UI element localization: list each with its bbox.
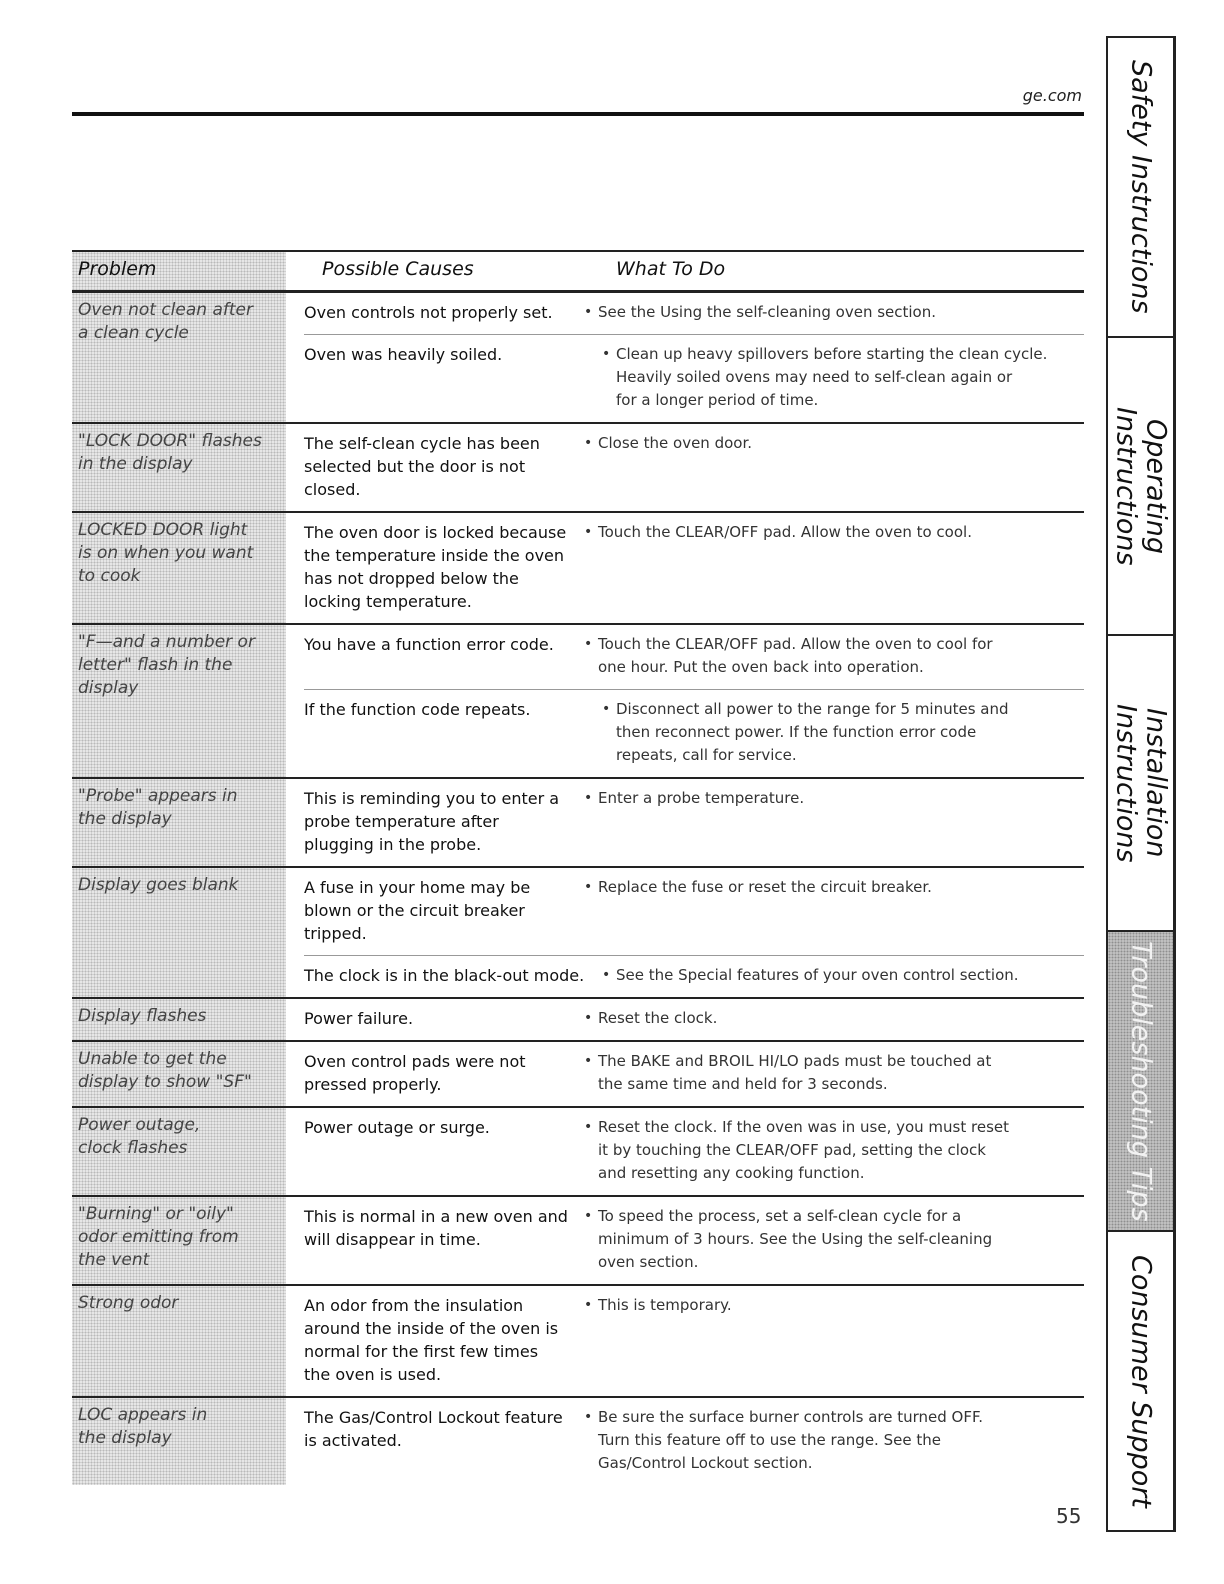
cause-text: If the function code repeats. xyxy=(304,700,531,719)
cause-text: The clock is in the black-out mode. xyxy=(304,966,585,985)
tab-label: Consumer Support xyxy=(1125,1254,1157,1508)
cause-item: The clock is in the black-out mode. • See the Special features of your oven control section. xyxy=(304,955,1084,997)
tab-operating-instructions[interactable] xyxy=(1108,338,1173,636)
cause-item: The Gas/Control Lockout feature is activated. • Be sure the surface burner controls are turned OFF. Turn this feature off to use the range. See the Gas/Control Lockout section. xyxy=(286,1398,1084,1485)
tab-label: Troubleshooting Tips xyxy=(1125,940,1157,1222)
cause-text: Oven controls not properly set. xyxy=(304,303,553,322)
header-problem: Problem xyxy=(72,252,286,290)
cause-text: An odor from the insulation around the inside of the oven is normal for the first few times the oven is used. xyxy=(304,1296,559,1384)
tab-label: Installation Instructions xyxy=(1110,703,1172,863)
todo-text: Clean up heavy spillovers before starting the clean cycle. Heavily soiled ovens may need to self-clean again or for a longer period of time. xyxy=(616,345,1048,409)
todo-text: This is temporary. xyxy=(598,1296,732,1314)
cause-item: Power outage or surge. • Reset the clock. If the oven was in use, you must reset it by touching the CLEAR/OFF pad, setting the clock and resetting any cooking function. xyxy=(286,1108,1084,1195)
cause-text: Oven was heavily soiled. xyxy=(304,345,503,364)
problem-cell: Display flashes xyxy=(72,999,286,1040)
todo-text: See the Using the self-cleaning oven section. xyxy=(598,303,937,321)
table-row xyxy=(72,1108,1084,1197)
table-row xyxy=(72,868,1084,999)
problem-cell: Unable to get the display to show "SF" xyxy=(72,1042,286,1106)
table-row xyxy=(72,1398,1084,1485)
problem-cell: "LOCK DOOR" flashes in the display xyxy=(72,424,286,511)
cause-item: Oven was heavily soiled. • Clean up heavy spillovers before starting the clean cycle. Heavily soiled ovens may need to self-clean again or for a longer period of time. xyxy=(304,334,1084,422)
cause-text: A fuse in your home may be blown or the circuit breaker tripped. xyxy=(304,878,531,943)
todo-text: Enter a probe temperature. xyxy=(598,789,805,807)
table-row xyxy=(72,625,1084,779)
todo-text: The BAKE and BROIL HI/LO pads must be touched at the same time and held for 3 seconds. xyxy=(598,1052,992,1093)
cause-item: This is normal in a new oven and will disappear in time. • To speed the process, set a self-clean cycle for a minimum of 3 hours. See the Using the self-cleaning oven section. xyxy=(286,1197,1084,1284)
problem-cell: Display goes blank xyxy=(72,868,286,997)
table-row xyxy=(72,1042,1084,1108)
cause-item: This is reminding you to enter a probe temperature after plugging in the probe. • Enter a probe temperature. xyxy=(286,779,1084,866)
cause-text: Power failure. xyxy=(304,1009,414,1028)
problem-cell: "Probe" appears in the display xyxy=(72,779,286,866)
table-row xyxy=(72,999,1084,1042)
site-url: ge.com xyxy=(1022,86,1082,105)
tab-troubleshooting-tips[interactable] xyxy=(1108,932,1173,1232)
problem-cell: LOC appears in the display xyxy=(72,1398,286,1485)
cause-text: This is normal in a new oven and will disappear in time. xyxy=(304,1207,568,1249)
table-row xyxy=(72,779,1084,868)
cause-item: If the function code repeats. • Disconnect all power to the range for 5 minutes and then reconnect power. If the function error code repeats, call for service. xyxy=(304,689,1084,777)
todo-text: Touch the CLEAR/OFF pad. Allow the oven to cool for one hour. Put the oven back into operation. xyxy=(598,635,993,676)
problem-cell: Power outage, clock flashes xyxy=(72,1108,286,1195)
table-row xyxy=(72,1286,1084,1398)
cause-item: You have a function error code. • Touch the CLEAR/OFF pad. Allow the oven to cool for one hour. Put the oven back into operation. xyxy=(286,625,1084,689)
header-rule xyxy=(72,112,1084,116)
cause-item: An odor from the insulation around the inside of the oven is normal for the first few times the oven is used. • This is temporary. xyxy=(286,1286,1084,1396)
problem-cell: "Burning" or "oily" odor emitting from the vent xyxy=(72,1197,286,1284)
todo-text: Be sure the surface burner controls are turned OFF. Turn this feature off to use the range. See the Gas/Control Lockout section. xyxy=(598,1408,983,1472)
tab-label: Operating Instructions xyxy=(1110,406,1172,566)
troubleshooting-table xyxy=(72,250,1084,1485)
header-what-to-do: What To Do xyxy=(616,258,726,280)
table-row xyxy=(72,424,1084,513)
todo-text: Replace the fuse or reset the circuit breaker. xyxy=(598,878,932,896)
todo-text: See the Special features of your oven control section. xyxy=(616,966,1019,984)
problem-cell: Strong odor xyxy=(72,1286,286,1396)
todo-text: Close the oven door. xyxy=(598,434,753,452)
problem-cell: "F—and a number or letter" flash in the display xyxy=(72,625,286,777)
problem-cell: LOCKED DOOR light is on when you want to cook xyxy=(72,513,286,623)
table-row xyxy=(72,1197,1084,1286)
cause-text: Oven control pads were not pressed properly. xyxy=(304,1052,526,1094)
table-header xyxy=(72,250,1084,293)
todo-text: Disconnect all power to the range for 5 minutes and then reconnect power. If the function error code repeats, call for service. xyxy=(616,700,1009,764)
header-possible-causes: Possible Causes xyxy=(322,258,474,280)
problem-cell: Oven not clean after a clean cycle xyxy=(72,293,286,422)
cause-text: This is reminding you to enter a probe temperature after plugging in the probe. xyxy=(304,789,560,854)
page-number: 55 xyxy=(1056,1504,1082,1528)
tab-consumer-support[interactable] xyxy=(1108,1232,1173,1530)
cause-item: Oven controls not properly set. • See the Using the self-cleaning oven section. xyxy=(286,293,1084,334)
cause-text: Power outage or surge. xyxy=(304,1118,490,1137)
cause-text: The oven door is locked because the temperature inside the oven has not dropped below the locking temperature. xyxy=(304,523,567,611)
todo-text: Reset the clock. If the oven was in use, you must reset it by touching the CLEAR/OFF pad, setting the clock and resetting any cooking function. xyxy=(598,1118,1010,1182)
cause-text: You have a function error code. xyxy=(304,635,554,654)
cause-item: Oven control pads were not pressed properly. • The BAKE and BROIL HI/LO pads must be touched at the same time and held for 3 seconds. xyxy=(286,1042,1084,1106)
todo-text: To speed the process, set a self-clean cycle for a minimum of 3 hours. See the Using the self-cleaning oven section. xyxy=(598,1207,993,1271)
section-tabs xyxy=(1106,36,1176,1532)
table-row xyxy=(72,293,1084,424)
tab-label: Safety Instructions xyxy=(1125,60,1157,314)
tab-safety-instructions[interactable] xyxy=(1108,38,1173,338)
cause-text: The Gas/Control Lockout feature is activated. xyxy=(304,1408,563,1450)
cause-text: The self-clean cycle has been selected but the door is not closed. xyxy=(304,434,540,499)
cause-item: The self-clean cycle has been selected but the door is not closed. • Close the oven door. xyxy=(286,424,1084,511)
todo-text: Touch the CLEAR/OFF pad. Allow the oven to cool. xyxy=(598,523,972,541)
tab-installation-instructions[interactable] xyxy=(1108,636,1173,932)
todo-text: Reset the clock. xyxy=(598,1009,718,1027)
cause-item: A fuse in your home may be blown or the circuit breaker tripped. • Replace the fuse or reset the circuit breaker. xyxy=(286,868,1084,955)
table-row xyxy=(72,513,1084,625)
cause-item: The oven door is locked because the temperature inside the oven has not dropped below the locking temperature. • Touch the CLEAR/OFF pad. Allow the oven to cool. xyxy=(286,513,1084,623)
cause-item: Power failure. • Reset the clock. xyxy=(286,999,1084,1040)
